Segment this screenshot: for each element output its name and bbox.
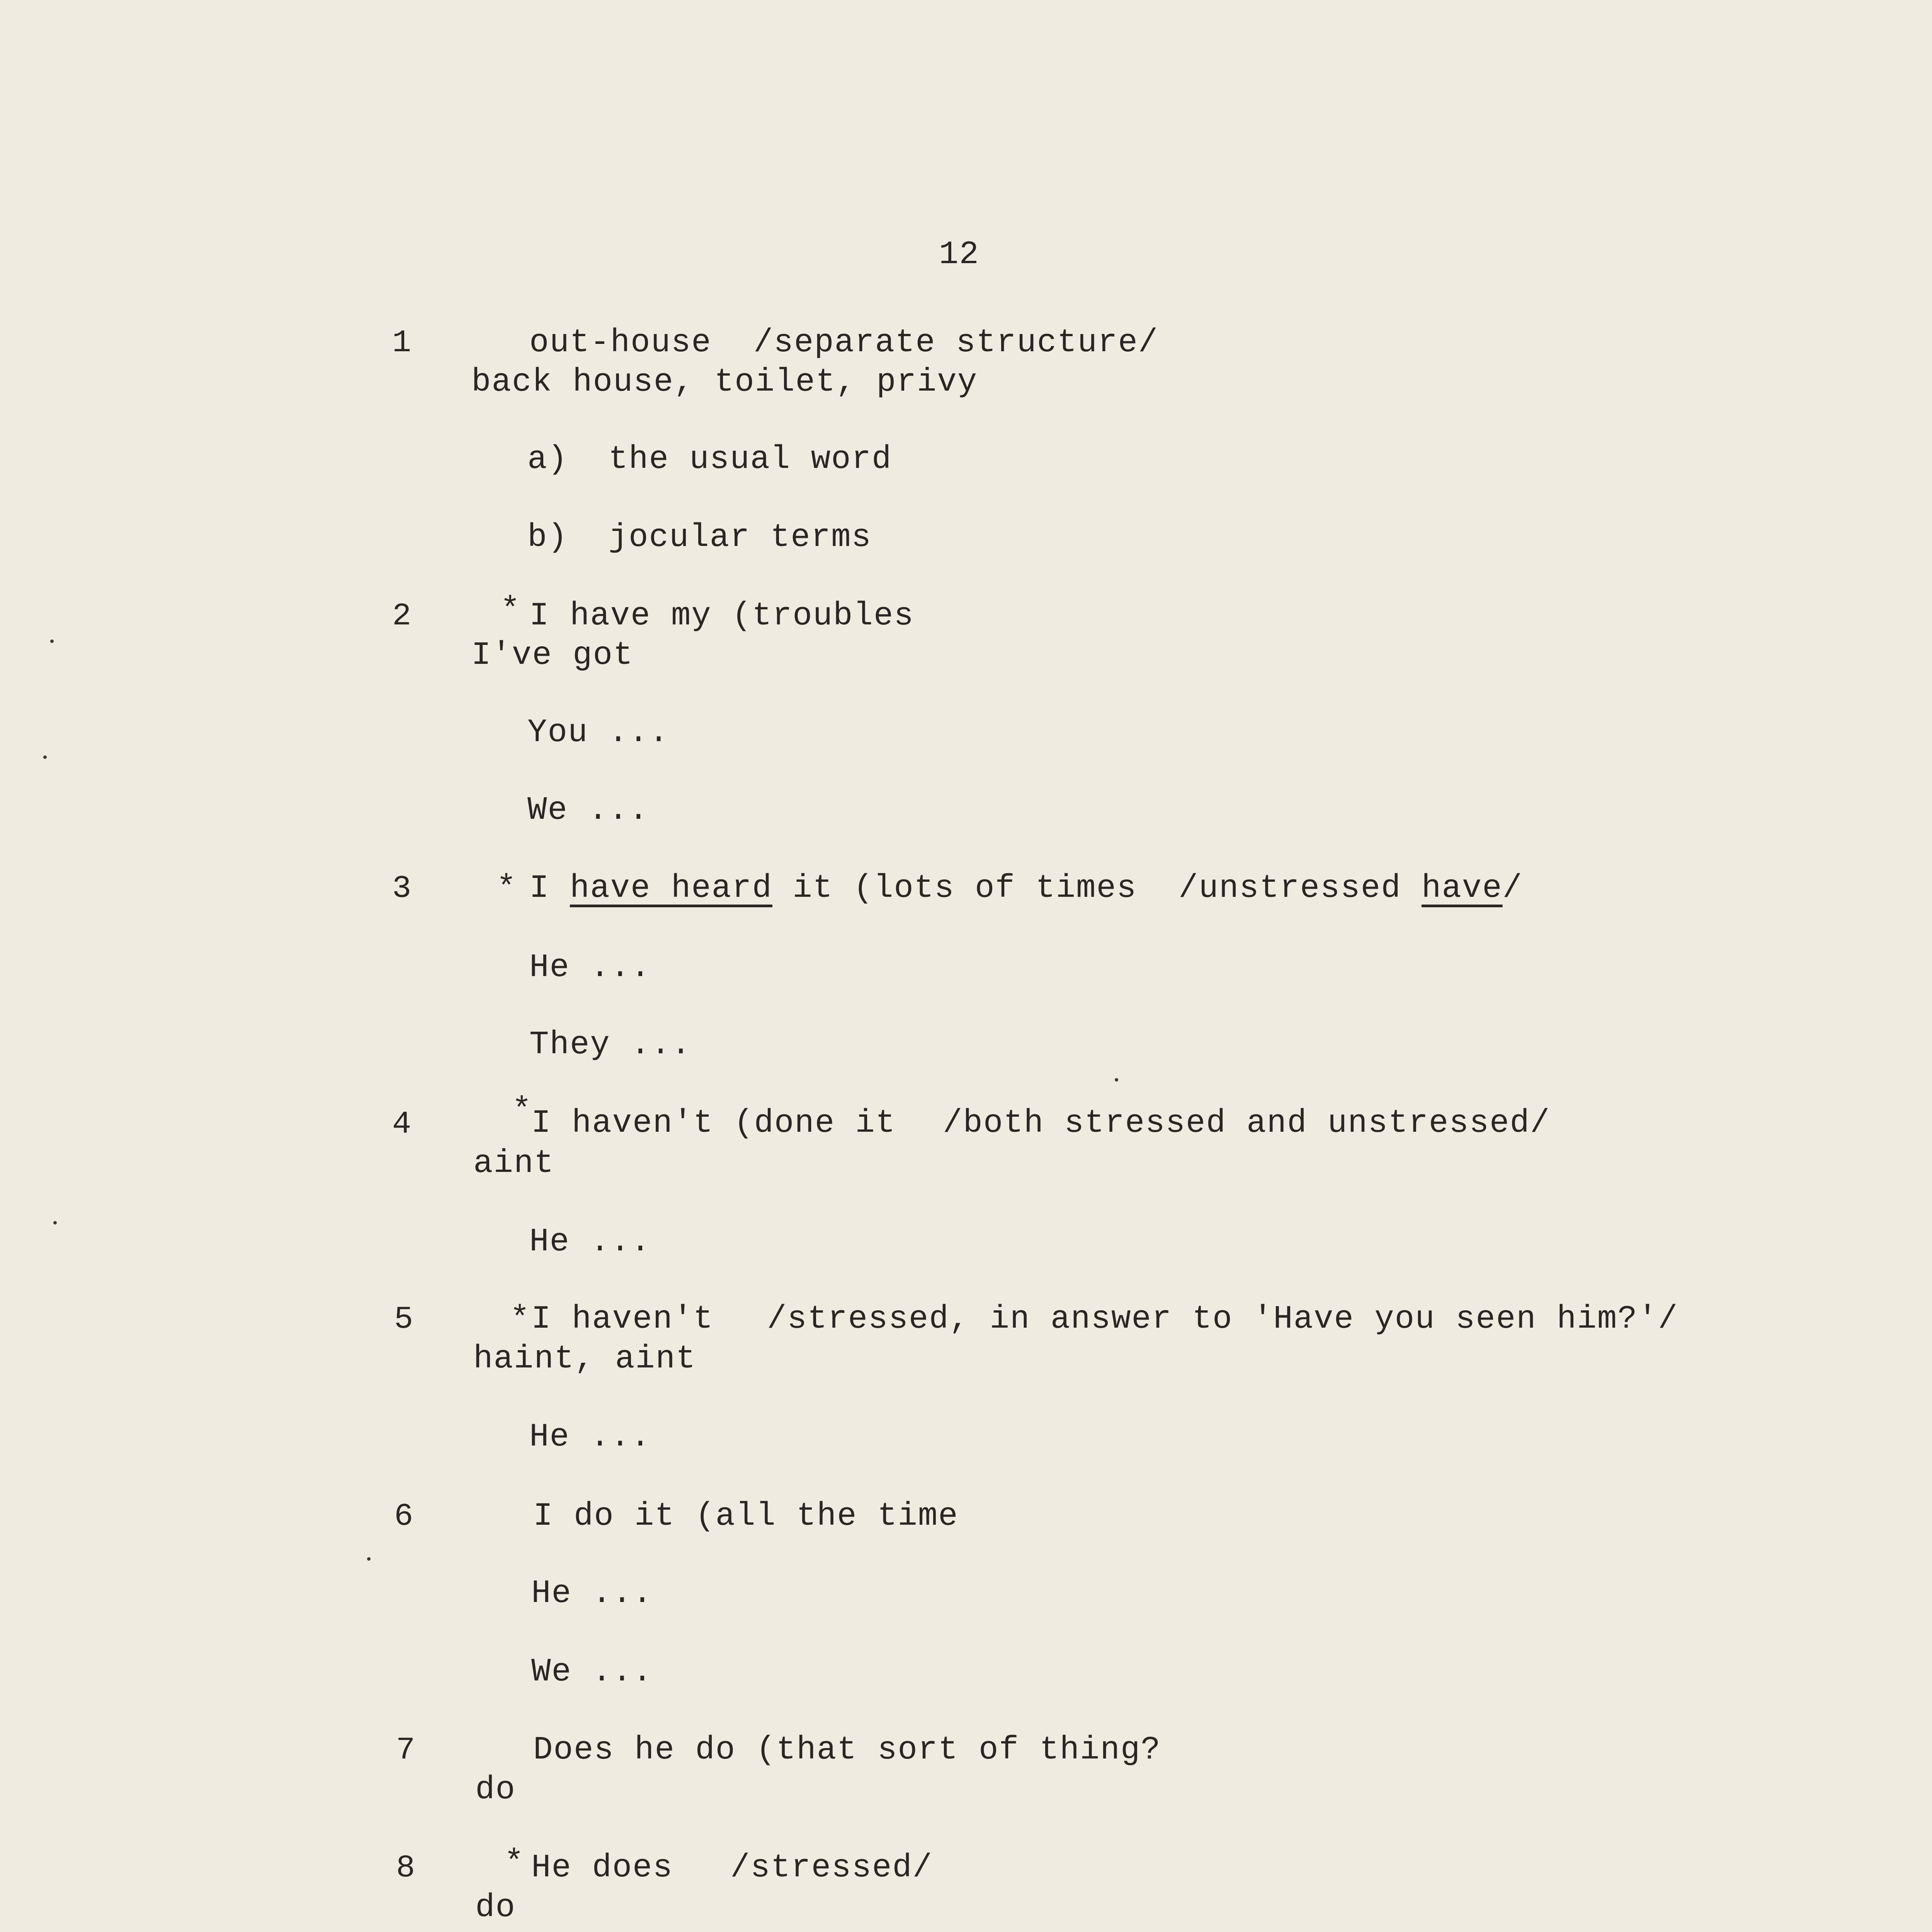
item-prompt: I do it (all the time (533, 1498, 959, 1535)
item-number: 2 (392, 598, 412, 634)
item-prompt: I have my (troubles (529, 598, 914, 634)
item-note: /both stressed and unstressed/ (943, 1105, 1551, 1142)
paper-speck (1115, 1078, 1118, 1082)
item-prompt: I have heard it (lots of times (529, 870, 1137, 907)
star-marker: * (500, 592, 521, 629)
item-variants: aint (473, 1145, 554, 1182)
underlined-phrase: have heard (570, 870, 772, 907)
item-number: 5 (394, 1301, 414, 1337)
sub-prompt: a) the usual word (527, 441, 892, 478)
item-note: /stressed/ (730, 1850, 933, 1886)
item-number: 8 (396, 1850, 416, 1886)
item-variants: back house, toilet, privy (471, 364, 978, 401)
item-prompt: out-house (529, 325, 712, 361)
sub-prompt: He ... (529, 949, 651, 986)
star-marker: * (512, 1092, 532, 1129)
item-number: 3 (392, 871, 412, 906)
item-variants: haint, aint (473, 1341, 696, 1378)
item-prompt: I haven't (531, 1301, 714, 1338)
item-number: 7 (396, 1732, 416, 1768)
star-marker: * (504, 1845, 525, 1881)
page-number: 12 (939, 236, 980, 273)
item-variants: do (475, 1889, 516, 1926)
sub-prompt: He ... (531, 1575, 653, 1612)
star-marker: * (497, 870, 517, 907)
sub-prompt: You ... (527, 714, 669, 751)
item-prompt: I haven't (done it (531, 1105, 896, 1142)
sub-prompt: He ... (529, 1224, 651, 1260)
paper-speck (43, 755, 47, 759)
item-prompt: He does (531, 1850, 673, 1886)
item-prompt: Does he do (that sort of thing? (533, 1732, 1161, 1769)
item-variants: I've got (471, 637, 634, 674)
item-note: /unstressed have/ (1179, 870, 1523, 907)
sub-prompt: We ... (527, 792, 649, 829)
item-number: 4 (392, 1106, 412, 1142)
paper-speck (53, 1221, 57, 1225)
item-number: 1 (392, 325, 412, 361)
underlined-word: have (1421, 870, 1503, 907)
sub-prompt: We ... (531, 1654, 653, 1690)
item-note: /stressed, in answer to 'Have you seen him?'/ (767, 1301, 1679, 1338)
sub-prompt: b) jocular terms (527, 519, 872, 556)
item-note: /separate structure/ (753, 325, 1159, 361)
sub-prompt: They ... (529, 1027, 692, 1063)
sub-prompt: He ... (529, 1419, 651, 1456)
paper-speck (367, 1557, 371, 1561)
paper-speck (50, 639, 54, 643)
star-marker: * (510, 1301, 531, 1338)
item-variants: do (475, 1772, 516, 1808)
item-number: 6 (394, 1498, 414, 1534)
